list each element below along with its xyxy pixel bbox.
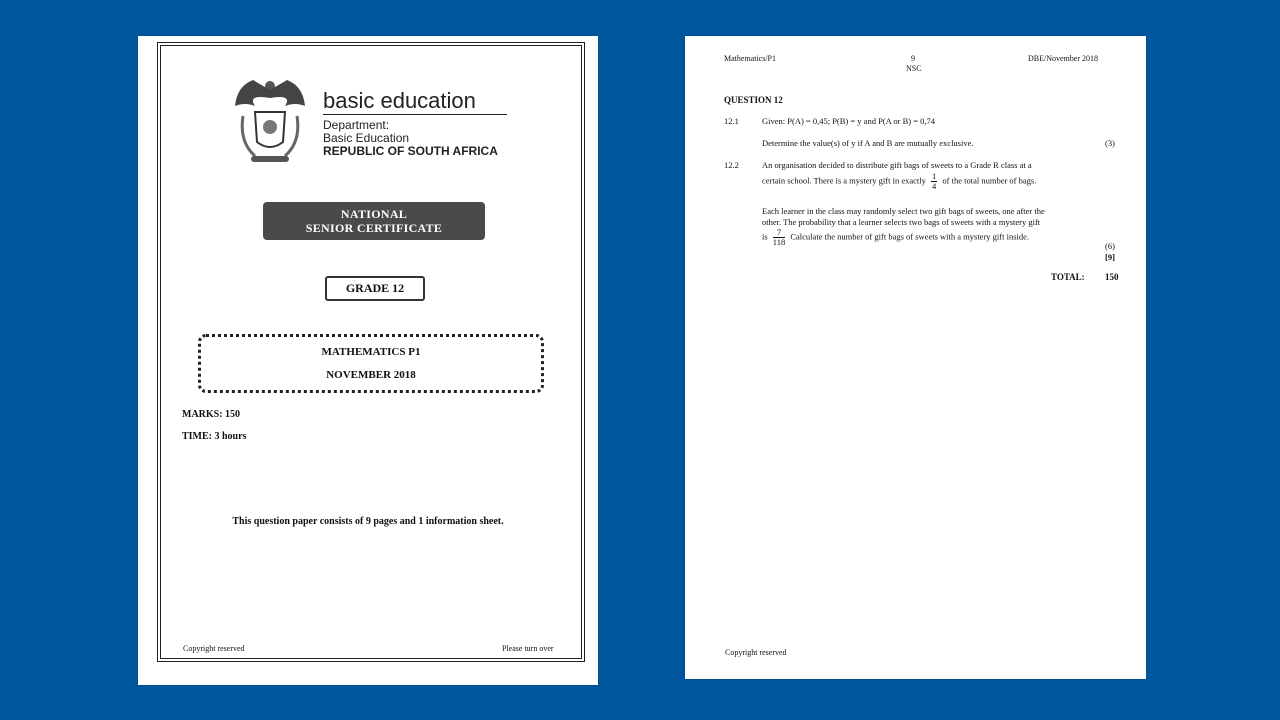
q12-2-para-2-post: Calculate the number of gift bags of sweets with a mystery gift inside.: [790, 231, 1030, 242]
q12-2-para-2-line-3: [762, 228, 1088, 247]
cover-page: [138, 36, 598, 685]
q12-2-number: 12.2: [724, 160, 739, 170]
fraction-seven-over-118: [773, 228, 785, 247]
cover-copyright: Copyright reserved: [183, 644, 245, 653]
header-page-number: 9: [911, 54, 915, 63]
fraction-denominator: 4: [932, 181, 937, 191]
fraction-numerator: 7: [773, 228, 785, 238]
q12-1-marks: (3): [1105, 138, 1115, 148]
department-logo: [323, 88, 513, 158]
page-count-note: This question paper consists of 9 pages and 1 information sheet.: [232, 516, 504, 527]
q12-2-para-2-pre: is: [762, 231, 768, 242]
marks-label: MARKS: 150: [182, 409, 241, 420]
dept-line-3: REPUBLIC OF SOUTH AFRICA: [323, 144, 498, 158]
nsc-line-2: SENIOR CERTIFICATE: [305, 221, 443, 235]
question-title: QUESTION 12: [724, 95, 783, 105]
coat-of-arms-icon: [233, 72, 307, 168]
exam-session: NOVEMBER 2018: [326, 369, 416, 381]
fraction-denominator: 118: [772, 237, 786, 247]
q12-2-line-2-pre: certain school. There is a mystery gift in exactly: [762, 175, 926, 186]
dept-line-2: Basic Education: [323, 131, 410, 145]
subject-title: MATHEMATICS P1: [321, 346, 421, 358]
q12-1-given: Given: P(A) = 0,45; P(B) = y and P(A or B) = 0,74: [762, 116, 936, 126]
total-label: TOTAL:: [1051, 272, 1085, 282]
nsc-line-1: NATIONAL: [340, 207, 408, 221]
q12-2-para-2-line-2: other. The probability that a learner selects two bags of sweets with a mystery gift: [762, 217, 1041, 227]
q12-2-line-2: [762, 172, 1088, 191]
q12-subtotal: [9]: [1105, 252, 1115, 262]
fraction-one-quarter: [931, 172, 937, 191]
fraction-numerator: 1: [932, 171, 937, 181]
question-page: [685, 36, 1146, 679]
q12-1-task: Determine the value(s) of y if A and B are mutually exclusive.: [762, 138, 974, 148]
total-value: 150: [1105, 272, 1119, 282]
subject-box: [198, 334, 544, 393]
question-copyright: Copyright reserved: [725, 648, 787, 657]
q12-2-marks: (6): [1105, 241, 1115, 251]
time-label: TIME: 3 hours: [182, 431, 247, 442]
q12-2-para-2-line-1: Each learner in the class may randomly select two gift bags of sweets, one after the: [762, 206, 1045, 216]
q12-1-number: 12.1: [724, 116, 739, 126]
cover-turn-over: Please turn over: [502, 644, 554, 653]
header-nsc: NSC: [906, 64, 922, 73]
header-subject: Mathematics/P1: [724, 54, 776, 63]
brand-title: basic education: [323, 88, 507, 115]
grade-badge: GRADE 12: [325, 276, 425, 301]
dept-line-1: Department:: [323, 118, 390, 132]
nsc-banner: [263, 202, 485, 240]
header-exam: DBE/November 2018: [1028, 54, 1098, 63]
q12-2-line-1: An organisation decided to distribute gift bags of sweets to a Grade R class at a: [762, 160, 1032, 170]
q12-2-line-2-post: of the total number of bags.: [942, 175, 1037, 186]
